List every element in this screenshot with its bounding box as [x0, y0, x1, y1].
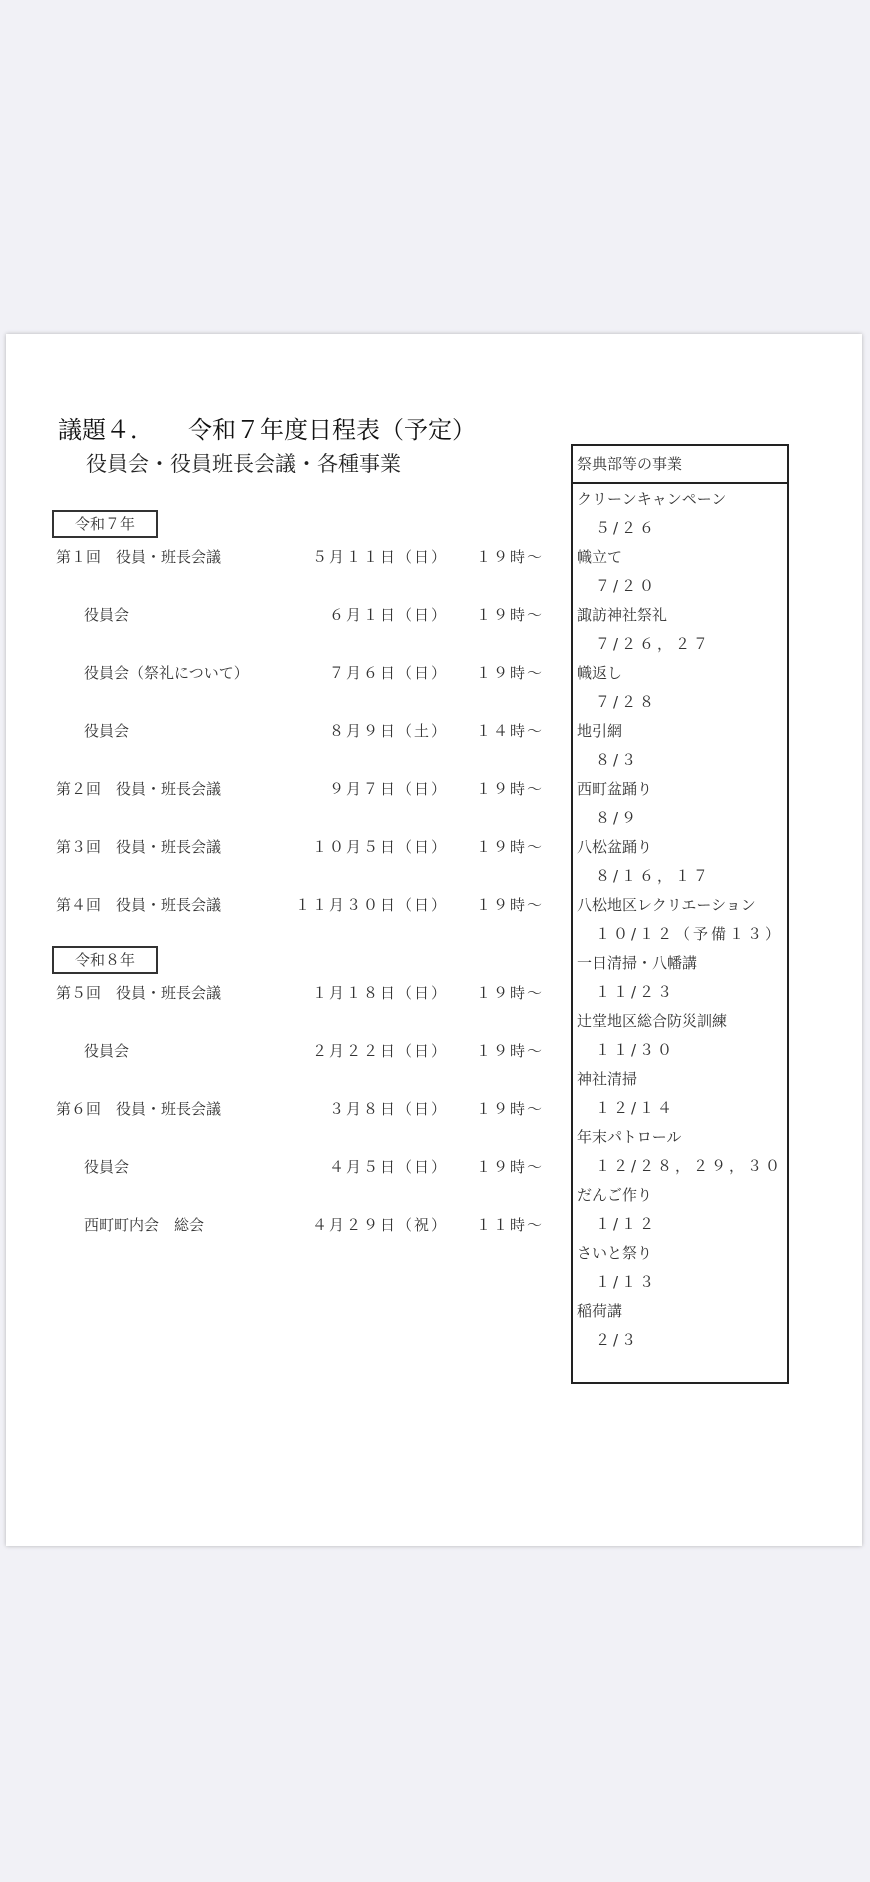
- event-name: 八松地区レクリエーション: [577, 896, 756, 914]
- meeting-date: ８月９日（土）: [328, 722, 448, 740]
- meeting-name: 第４回 役員・班長会議: [56, 896, 222, 914]
- event-date: １１/３０: [595, 1041, 676, 1059]
- year-label-r7: 令和７年: [52, 510, 158, 538]
- event-date: ８/３: [595, 751, 640, 769]
- event-name: だんご作り: [577, 1186, 653, 1204]
- meeting-name: 役員会（祭礼について）: [84, 664, 249, 682]
- document-title: [58, 410, 476, 445]
- meeting-name: 第５回 役員・班長会議: [56, 984, 222, 1002]
- schedule-row: [6, 894, 546, 918]
- schedule-row: [6, 778, 546, 802]
- meeting-date: ２月２２日（日）: [311, 1042, 448, 1060]
- schedule-row: [6, 1156, 546, 1180]
- event-name: 神社清掃: [577, 1070, 638, 1088]
- schedule-row: [6, 720, 546, 744]
- event-name: 稲荷講: [577, 1302, 623, 1320]
- event-date: ８/９: [595, 809, 640, 827]
- meeting-name: 役員会: [84, 722, 130, 740]
- event-date: １１/２３: [595, 983, 676, 1001]
- events-table-header: 祭典部等の事業: [573, 446, 787, 484]
- meeting-time: １９時〜: [476, 548, 545, 566]
- meeting-date: ９月７日（日）: [328, 780, 448, 798]
- events-table: [571, 444, 789, 1384]
- schedule-row: [6, 982, 546, 1006]
- meeting-name: 第６回 役員・班長会議: [56, 1100, 222, 1118]
- meeting-time: １９時〜: [476, 896, 545, 914]
- schedule-row: [6, 604, 546, 628]
- schedule-row: [6, 662, 546, 686]
- meeting-date: ４月２９日（祝）: [311, 1216, 448, 1234]
- meeting-name: 第１回 役員・班長会議: [56, 548, 222, 566]
- event-date: １/１３: [595, 1273, 658, 1291]
- meeting-date: １０月５日（日）: [311, 838, 448, 856]
- event-name: 一日清掃・八幡講: [577, 954, 698, 972]
- event-name: 地引網: [577, 722, 623, 740]
- event-date: ２/３: [595, 1331, 640, 1349]
- meeting-date: １月１８日（日）: [311, 984, 448, 1002]
- schedule-row: [6, 546, 546, 570]
- meeting-time: １９時〜: [476, 1042, 545, 1060]
- event-name: 諏訪神社祭礼: [577, 606, 668, 624]
- event-date: ８/１６，１７: [595, 867, 712, 885]
- event-name: 年末パトロール: [577, 1128, 682, 1146]
- event-name: 辻堂地区総合防災訓練: [577, 1012, 728, 1030]
- event-date: １２/２８，２９，３０: [595, 1157, 784, 1175]
- event-date: １/１２: [595, 1215, 658, 1233]
- meeting-time: １９時〜: [476, 664, 545, 682]
- schedule-row: [6, 1098, 546, 1122]
- meeting-time: １９時〜: [476, 780, 545, 798]
- meeting-time: １９時〜: [476, 1158, 545, 1176]
- event-name: 西町盆踊り: [577, 780, 653, 798]
- meeting-time: １９時〜: [476, 984, 545, 1002]
- event-date: １０/１２（予備１３）: [595, 925, 784, 943]
- meeting-name: 役員会: [84, 1158, 130, 1176]
- meeting-date: ５月１１日（日）: [311, 548, 448, 566]
- agenda-number: 議題４．: [58, 416, 154, 444]
- meeting-time: １４時〜: [476, 722, 545, 740]
- meeting-name: 役員会: [84, 606, 130, 624]
- event-name: 幟立て: [577, 548, 623, 566]
- event-date: ５/２６: [595, 519, 658, 537]
- event-date: ７/２０: [595, 577, 658, 595]
- meeting-date: ６月１日（日）: [328, 606, 448, 624]
- schedule-row: [6, 836, 546, 860]
- meeting-name: 西町町内会 総会: [84, 1216, 205, 1234]
- event-name: 八松盆踊り: [577, 838, 653, 856]
- event-name: クリーンキャンペーン: [577, 490, 727, 508]
- meeting-date: ３月８日（日）: [328, 1100, 448, 1118]
- meeting-time: １９時〜: [476, 606, 545, 624]
- meeting-name: 第３回 役員・班長会議: [56, 838, 222, 856]
- meeting-time: １９時〜: [476, 838, 545, 856]
- meeting-date: ４月５日（日）: [328, 1158, 448, 1176]
- schedule-row: [6, 1040, 546, 1064]
- meeting-name: 第２回 役員・班長会議: [56, 780, 222, 798]
- meeting-date: ７月６日（日）: [328, 664, 448, 682]
- meeting-time: １１時〜: [476, 1216, 545, 1234]
- document-subtitle: 役員会・役員班長会議・各種事業: [86, 452, 401, 476]
- event-name: 幟返し: [577, 664, 623, 682]
- year-label-r8: 令和８年: [52, 946, 158, 974]
- event-name: さいと祭り: [577, 1244, 653, 1262]
- meeting-time: １９時〜: [476, 1100, 545, 1118]
- schedule-row: [6, 1214, 546, 1238]
- event-date: ７/２８: [595, 693, 658, 711]
- meeting-name: 役員会: [84, 1042, 130, 1060]
- event-date: ７/２６，２７: [595, 635, 712, 653]
- meeting-date: １１月３０日（日）: [294, 896, 448, 914]
- document-page: [6, 334, 862, 1546]
- title-main: 令和７年度日程表（予定）: [188, 416, 476, 444]
- event-date: １２/１４: [595, 1099, 676, 1117]
